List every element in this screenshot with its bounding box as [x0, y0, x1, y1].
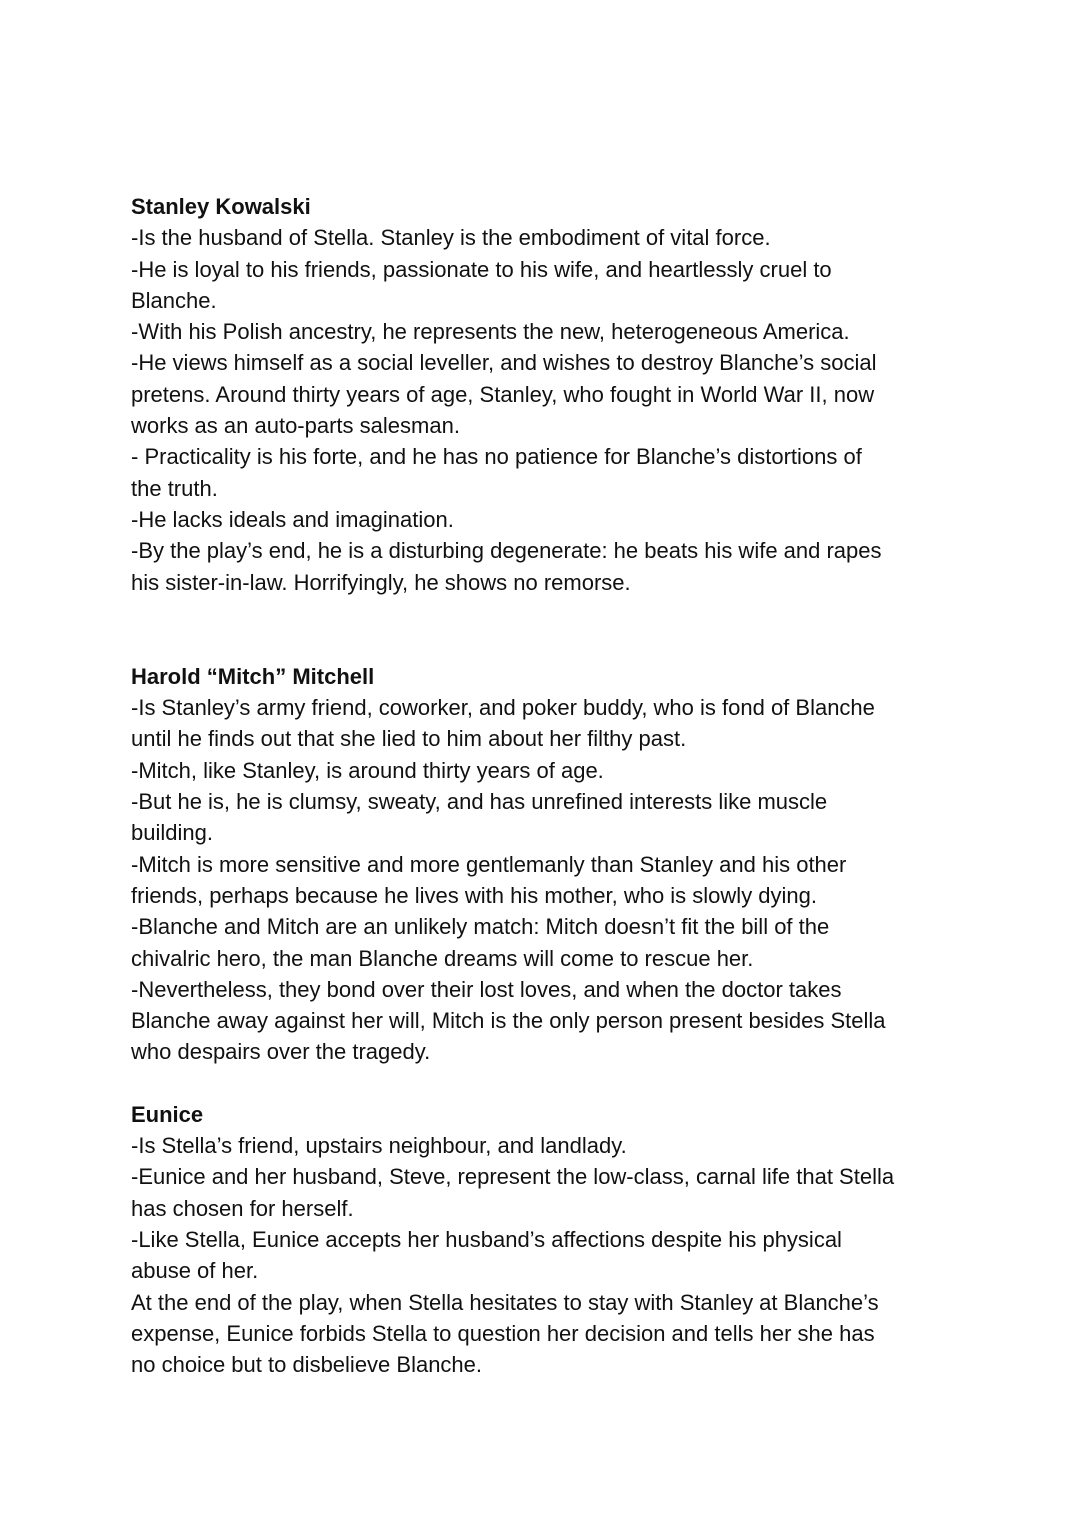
text-line: abuse of her.: [131, 1258, 259, 1284]
text-line: friends, perhaps because he lives with his mother, who is slowly dying.: [131, 882, 818, 908]
text-line: -He views himself as a social leveller, and wishes to destroy Blanche’s social: [131, 350, 877, 376]
text-line: -Blanche and Mitch are an unlikely match: Mitch doesn’t fit the bill of the: [131, 914, 830, 940]
text-line: his sister-in-law. Horrifyingly, he shows no remorse.: [131, 569, 631, 595]
text-line: -With his Polish ancestry, he represents the new, heterogeneous America.: [131, 319, 850, 345]
text-line: -Nevertheless, they bond over their lost loves, and when the doctor takes: [131, 976, 842, 1002]
text-line: -Like Stella, Eunice accepts her husband’s affections despite his physical: [131, 1226, 842, 1252]
text-line: -Eunice and her husband, Steve, represent the low-class, carnal life that Stella: [131, 1164, 895, 1190]
text-line: until he finds out that she lied to him about her filthy past.: [131, 726, 687, 752]
text-line: expense, Eunice forbids Stella to question her decision and tells her she has: [131, 1320, 875, 1346]
text-line: -Mitch is more sensitive and more gentlemanly than Stanley and his other: [131, 851, 847, 877]
text-line: pretens. Around thirty years of age, Stanley, who fought in World War II, now: [131, 381, 875, 407]
section-heading: Eunice: [131, 1101, 204, 1127]
section-spacer: [131, 598, 971, 661]
text-line: -Is Stanley’s army friend, coworker, and poker buddy, who is fond of Blanche: [131, 695, 875, 721]
text-line: chivalric hero, the man Blanche dreams will come to rescue her.: [131, 945, 754, 971]
section-eunice: [131, 1099, 971, 1381]
text-line: - Practicality is his forte, and he has no patience for Blanche’s distortions of: [131, 444, 862, 470]
text-line: works as an auto-parts salesman.: [131, 413, 460, 439]
text-line: -Is the husband of Stella. Stanley is the embodiment of vital force.: [131, 225, 771, 251]
section-harold-mitchell: [131, 661, 971, 1068]
text-line: Blanche away against her will, Mitch is the only person present besides Stella: [131, 1008, 886, 1034]
document-body: [131, 191, 971, 1380]
text-line: the truth.: [131, 475, 218, 501]
text-line: -But he is, he is clumsy, sweaty, and has unrefined interests like muscle: [131, 789, 828, 815]
text-line: -Is Stella’s friend, upstairs neighbour, and landlady.: [131, 1133, 627, 1159]
text-line: no choice but to disbelieve Blanche.: [131, 1352, 483, 1378]
text-line: -Mitch, like Stanley, is around thirty years of age.: [131, 757, 604, 783]
text-line: who despairs over the tragedy.: [131, 1039, 431, 1065]
section-spacer: [131, 1068, 971, 1099]
section-heading: Stanley Kowalski: [131, 194, 311, 219]
text-line: -He lacks ideals and imagination.: [131, 506, 454, 532]
text-line: building.: [131, 820, 213, 846]
text-line: Blanche.: [131, 287, 217, 313]
section-heading: Harold “Mitch” Mitchell: [131, 663, 375, 689]
text-line: At the end of the play, when Stella hesitates to stay with Stanley at Blanche’s: [131, 1289, 879, 1315]
text-line: has chosen for herself.: [131, 1195, 354, 1221]
section-stanley-kowalski: [131, 191, 971, 598]
text-line: -He is loyal to his friends, passionate to his wife, and heartlessly cruel to: [131, 256, 832, 282]
text-line: -By the play’s end, he is a disturbing degenerate: he beats his wife and rapes: [131, 538, 882, 564]
